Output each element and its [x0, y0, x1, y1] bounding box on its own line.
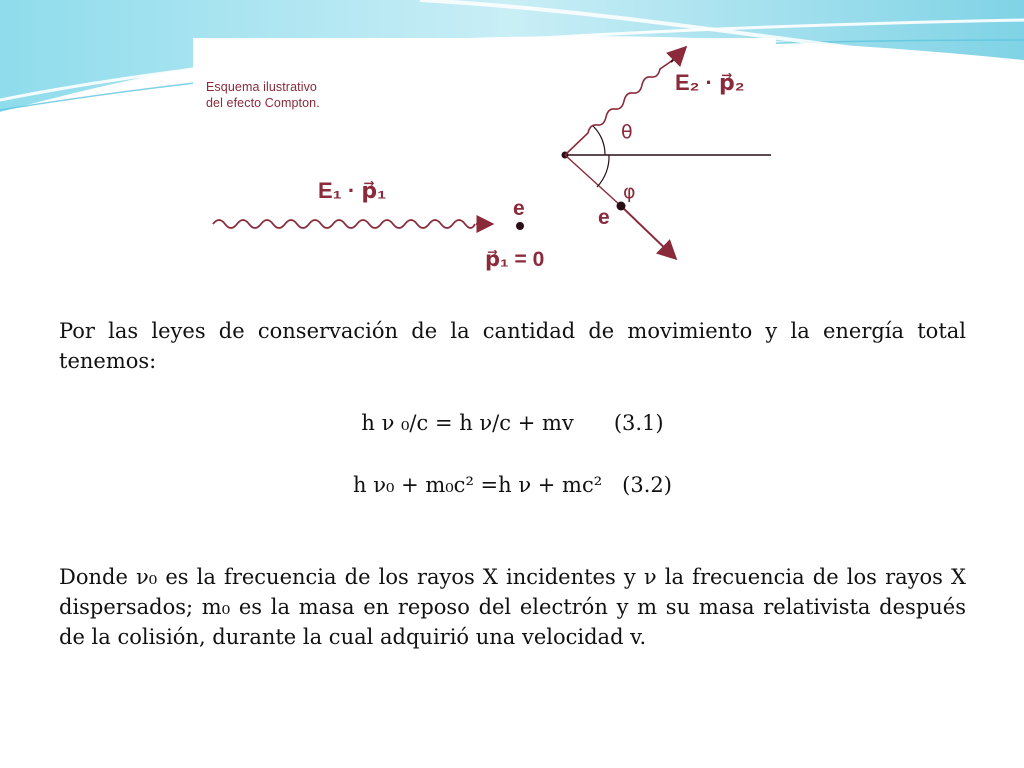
phi-symbol: φ: [623, 181, 636, 203]
equation-3-1-number: (3.1): [613, 411, 664, 435]
recoil-electron-line: [565, 155, 621, 206]
scattered-label: E₂ · p⃗₂: [675, 70, 745, 95]
figure-caption-line1: Esquema ilustrativo: [206, 80, 317, 94]
theta-arc: [593, 126, 605, 155]
electron-at-rest: [516, 222, 524, 230]
compton-diagram: [193, 38, 776, 288]
equation-3-1: [59, 408, 966, 438]
explanation-paragraph: Donde ν₀ es la frecuencia de los rayos X incidentes y ν la frecuencia de los rayos X dispersados; m₀ es la masa en reposo del electrón y m su masa relativista después de la colisión, durante la cual adquirió una velocidad v.: [59, 565, 966, 649]
equation-3-2: [59, 470, 966, 500]
recoil-electron-label: e: [598, 206, 610, 229]
equation-3-1-text: h ν ₀/c = h ν/c + mv: [361, 411, 574, 435]
slide-body: [59, 316, 966, 649]
electron-label: e: [513, 197, 525, 220]
recoil-electron-arrow: [621, 206, 673, 256]
theta-symbol: θ: [621, 121, 633, 143]
equation-3-2-text: h ν₀ + m₀c² =h ν + mc²: [353, 473, 603, 497]
incident-photon-wave: [213, 220, 475, 228]
equation-3-2-number: (3.2): [622, 473, 672, 497]
intro-paragraph: Por las leyes de conservación de la cantidad de movimiento y la energía total tenemos:: [59, 319, 966, 373]
momentum-zero-label: p⃗₁ = 0: [485, 248, 545, 271]
figure-caption-line2: del efecto Compton.: [206, 96, 320, 110]
phi-arc: [597, 155, 609, 187]
compton-scattering-drawing: [193, 38, 776, 288]
incident-label: E₁ · p⃗₁: [318, 178, 387, 203]
scattered-photon-arrow: [671, 50, 683, 62]
